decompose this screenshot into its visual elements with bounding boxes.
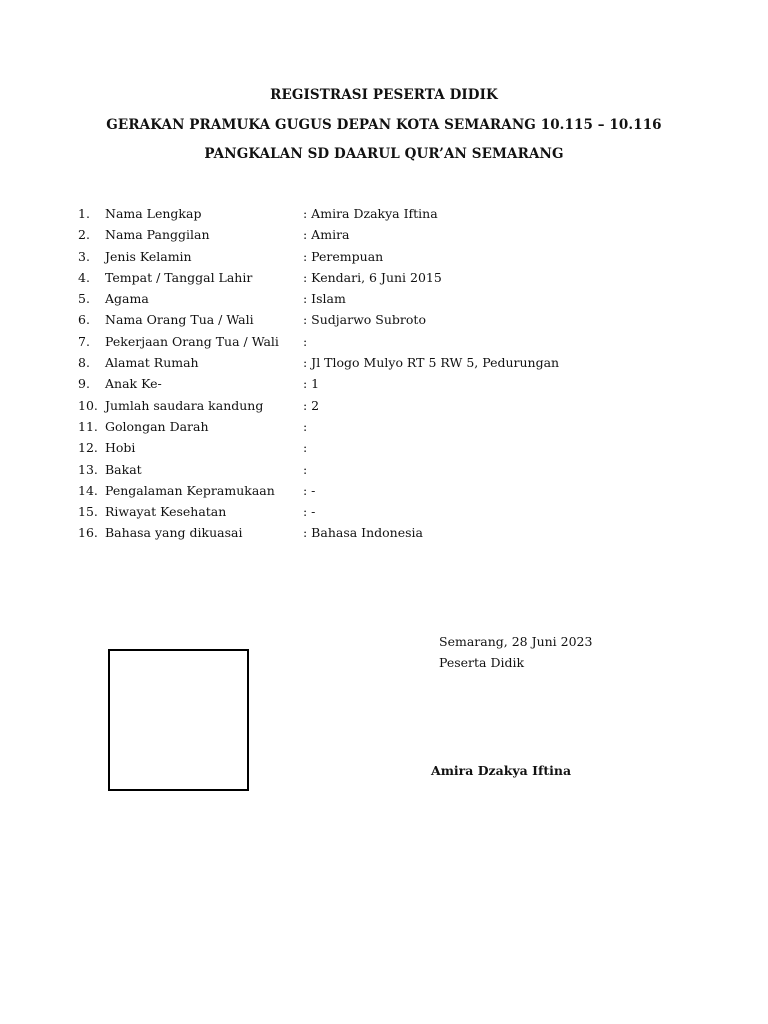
field-number: 10.	[78, 397, 98, 413]
field-number: 15.	[78, 504, 98, 520]
field-number: 2.	[78, 227, 90, 243]
field-label: Hobi	[105, 440, 136, 456]
field-label: Anak Ke-	[105, 376, 162, 392]
field-row	[78, 462, 738, 483]
title-organization: GERAKAN PRAMUKA GUGUS DEPAN KOTA SEMARANG 10.115 – 10.116	[106, 117, 662, 133]
signature-place-date: Semarang, 28 Juni 2023	[439, 634, 593, 649]
field-row	[78, 525, 738, 546]
field-value: :	[303, 333, 308, 349]
field-value: : -	[303, 504, 316, 520]
field-value: : Bahasa Indonesia	[303, 525, 423, 541]
field-row	[78, 291, 738, 312]
field-number: 6.	[78, 312, 90, 328]
field-label: Pengalaman Kepramukaan	[105, 482, 275, 498]
field-label: Bahasa yang dikuasai	[105, 525, 243, 541]
signature-role: Peserta Didik	[439, 655, 525, 670]
field-label: Golongan Darah	[105, 418, 209, 434]
field-value: : Perempuan	[303, 248, 384, 264]
field-number: 11.	[78, 418, 98, 434]
title-school: PANGKALAN SD DAARUL QUR’AN SEMARANG	[204, 146, 564, 162]
field-label: Nama Orang Tua / Wali	[105, 312, 254, 328]
field-value: : Amira Dzakya Iftina	[303, 206, 438, 221]
field-label: Nama Lengkap	[105, 206, 202, 221]
field-number: 9.	[78, 376, 90, 392]
field-row	[78, 206, 738, 227]
field-label: Tempat / Tanggal Lahir	[105, 269, 253, 285]
field-number: 14.	[78, 482, 98, 498]
field-value: :	[303, 440, 308, 456]
registration-fields	[78, 206, 738, 547]
field-number: 13.	[78, 461, 98, 477]
field-row	[78, 398, 738, 419]
field-value: : -	[303, 482, 316, 498]
title-registration: REGISTRASI PESERTA DIDIK	[270, 87, 498, 103]
field-value: : Islam	[303, 291, 346, 307]
field-label: Bakat	[105, 461, 142, 477]
signature-name: Amira Dzakya Iftina	[431, 763, 572, 778]
field-value: : Sudjarwo Subroto	[303, 312, 426, 328]
field-label: Jenis Kelamin	[105, 248, 192, 264]
field-number: 4.	[78, 269, 90, 285]
field-value: :	[303, 461, 308, 477]
field-value: : 2	[303, 397, 320, 413]
field-number: 12.	[78, 440, 98, 456]
field-label: Jumlah saudara kandung	[105, 397, 264, 413]
field-number: 7.	[78, 333, 90, 349]
field-number: 1.	[78, 206, 90, 221]
field-label: Pekerjaan Orang Tua / Wali	[105, 333, 279, 349]
field-row	[78, 504, 738, 525]
photo-placeholder-box	[108, 649, 249, 791]
field-label: Riwayat Kesehatan	[105, 504, 227, 520]
field-row	[78, 270, 738, 291]
field-row	[78, 440, 738, 461]
field-label: Alamat Rumah	[105, 355, 199, 371]
field-number: 16.	[78, 525, 98, 541]
field-row	[78, 483, 738, 504]
field-row	[78, 249, 738, 270]
field-value: : Jl Tlogo Mulyo RT 5 RW 5, Pedurungan	[303, 355, 560, 371]
field-row	[78, 227, 738, 248]
field-row	[78, 376, 738, 397]
field-row	[78, 419, 738, 440]
field-number: 8.	[78, 355, 90, 371]
field-row	[78, 312, 738, 333]
field-label: Agama	[105, 291, 149, 307]
field-number: 3.	[78, 248, 90, 264]
field-label: Nama Panggilan	[105, 227, 210, 243]
field-row	[78, 334, 738, 355]
field-number: 5.	[78, 291, 90, 307]
field-row	[78, 355, 738, 376]
field-value: :	[303, 418, 308, 434]
field-value: : Kendari, 6 Juni 2015	[303, 269, 442, 285]
field-value: : Amira	[303, 227, 350, 243]
field-value: : 1	[303, 376, 320, 392]
